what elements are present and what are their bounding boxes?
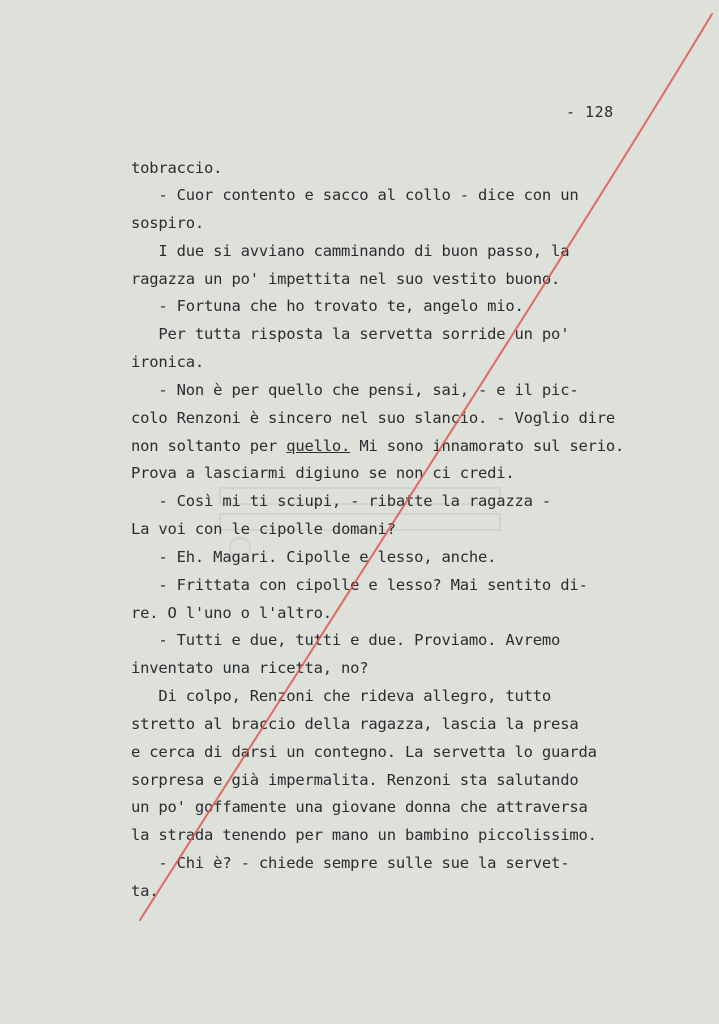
text-line: sospiro. — [131, 214, 205, 232]
text-line: - Così mi ti sciupi, - ribatte la ragazza - — [131, 492, 552, 510]
text-line: tobraccio. — [131, 159, 223, 177]
text-line: ironica. — [131, 353, 205, 371]
underlined-word: quello. — [286, 437, 351, 455]
text-line: re. O l'uno o l'altro. — [131, 604, 332, 622]
text-line: - Eh. Magari. Cipolle e lesso, anche. — [131, 548, 497, 566]
text-line: - Cuor contento e sacco al collo - dice con un — [131, 186, 579, 204]
text-line: un po' goffamente una giovane donna che attraversa — [131, 798, 588, 816]
text-line: sorpresa e già impermalita. Renzoni sta salutando — [131, 771, 579, 789]
text-line: colo Renzoni è sincero nel suo slancio. - Voglio dire — [131, 409, 615, 427]
text-line: ragazza un po' impettita nel suo vestito buono. — [131, 270, 561, 288]
text-line: - Chi è? - chiede sempre sulle sue la servet- — [131, 854, 570, 872]
text-line: I due si avviano camminando di buon passo, la — [131, 242, 570, 260]
text-line: - Non è per quello che pensi, sai, - e il pic- — [131, 381, 579, 399]
text-line: Prova a lasciarmi digiuno se non ci credi. — [131, 464, 515, 482]
page-number: - 128 — [566, 103, 614, 121]
text-line: - Frittata con cipolle e lesso? Mai sentito di- — [131, 576, 588, 594]
text-line: non soltanto per quello. Mi sono innamorato sul serio. — [131, 437, 625, 455]
text-line: Di colpo, Renzoni che rideva allegro, tutto — [131, 687, 552, 705]
text-line: ta. — [131, 882, 159, 900]
text-line: - Tutti e due, tutti e due. Proviamo. Avremo — [131, 631, 561, 649]
text-line: - Fortuna che ho trovato te, angelo mio. — [131, 297, 524, 315]
text-line: e cerca di darsi un contegno. La servetta lo guarda — [131, 743, 597, 761]
text-line: la strada tenendo per mano un bambino piccolissimo. — [131, 826, 597, 844]
text-line: Per tutta risposta la servetta sorride un po' — [131, 325, 570, 343]
text-line: La voi con le cipolle domani? — [131, 520, 396, 538]
text-line: stretto al braccio della ragazza, lascia la presa — [131, 715, 579, 733]
text-line: inventato una ricetta, no? — [131, 659, 369, 677]
